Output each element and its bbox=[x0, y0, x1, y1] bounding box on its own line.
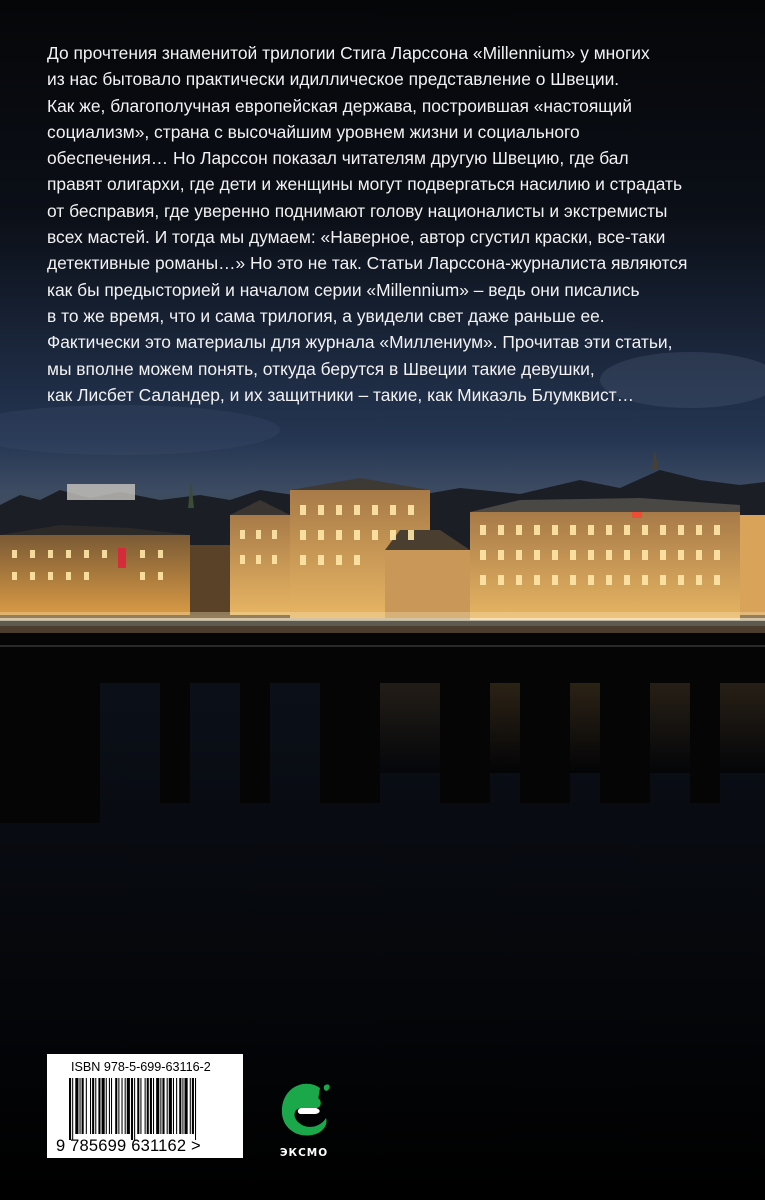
publisher-name: ЭКСМО bbox=[279, 1147, 329, 1159]
annotation-line: от бесправия, где уверенно поднимают голову националисты и экстремисты bbox=[47, 200, 668, 221]
annotation-line: всех мастей. И тогда мы думаем: «Наверное, автор сгустил краски, все-таки bbox=[47, 227, 666, 248]
barcode-bar bbox=[160, 1078, 161, 1134]
barcode-bar bbox=[125, 1078, 126, 1134]
barcode-bar bbox=[122, 1078, 123, 1134]
barcode-bar bbox=[150, 1078, 152, 1134]
barcode-bar bbox=[106, 1078, 107, 1134]
isbn-label: ISBN 978-5-699-63116-2 bbox=[71, 1060, 211, 1074]
barcode-bar bbox=[140, 1078, 141, 1134]
barcode-bar bbox=[137, 1078, 139, 1134]
barcode-bar bbox=[134, 1078, 135, 1140]
barcode-bar bbox=[182, 1078, 183, 1134]
annotation-line: в то же время, что и сама трилогия, а увидели свет даже раньше ее. bbox=[47, 305, 605, 326]
barcode-bar bbox=[72, 1078, 73, 1140]
barcode-bar bbox=[115, 1078, 117, 1134]
barcode-bar bbox=[195, 1078, 196, 1140]
barcode-bar bbox=[169, 1078, 172, 1134]
isbn-barcode-block bbox=[47, 1054, 243, 1158]
barcode-bar bbox=[145, 1078, 146, 1134]
annotation-line: Как же, благополучная европейская держава, построившая «настоящий bbox=[47, 95, 632, 116]
barcode-bar bbox=[127, 1078, 130, 1134]
barcode-bar bbox=[90, 1078, 91, 1134]
barcode-bar bbox=[162, 1078, 164, 1134]
barcode-bar bbox=[80, 1078, 81, 1134]
eksmo-logo-icon bbox=[276, 1078, 334, 1142]
barcode-bar bbox=[109, 1078, 110, 1134]
annotation-line: правят олигархи, где дети и женщины могут подвергаться насилию и страдать bbox=[47, 174, 683, 195]
barcode-bar bbox=[176, 1078, 177, 1134]
barcode-bar bbox=[173, 1078, 174, 1134]
barcode-bar bbox=[153, 1078, 154, 1134]
barcode-bar bbox=[156, 1078, 159, 1134]
barcode-bar bbox=[118, 1078, 119, 1134]
annotation-line: До прочтения знаменитой трилогии Стига Ларссона «Millennium» у многих bbox=[47, 43, 650, 63]
barcode-bar bbox=[179, 1078, 181, 1134]
annotation-line: детективные романы…» Но это не так. Статьи Ларссона-журналиста являются bbox=[47, 253, 688, 274]
annotation-line: социализм», страна с высочайшим уровнем жизни и социального bbox=[47, 121, 580, 142]
barcode-bar bbox=[190, 1078, 191, 1134]
barcode-bar bbox=[131, 1078, 133, 1140]
barcode-bar bbox=[147, 1078, 149, 1134]
barcode-bar bbox=[185, 1078, 188, 1134]
annotation-line: как бы предысторией и началом серии «Millennium» – ведь они писались bbox=[47, 279, 640, 300]
annotation-line: как Лисбет Саландер, и их защитники – такие, как Микаэль Блумквист… bbox=[47, 384, 635, 405]
barcode-bar bbox=[75, 1078, 78, 1134]
barcode-bar bbox=[98, 1078, 100, 1134]
annotation-line: Фактически это материалы для журнала «Миллениум». Прочитав эти статьи, bbox=[47, 332, 673, 353]
annotation-line: обеспечения… Но Ларссон показал читателям другую Швецию, где бал bbox=[47, 148, 629, 169]
barcode-digits: 9 785699 631162 > bbox=[56, 1137, 201, 1155]
barcode-bar bbox=[192, 1078, 194, 1134]
barcode-bar bbox=[69, 1078, 71, 1140]
barcode-bar bbox=[86, 1078, 87, 1134]
barcode-bar bbox=[102, 1078, 105, 1134]
barcode-bar bbox=[95, 1078, 96, 1134]
barcode-bar bbox=[111, 1078, 112, 1134]
barcode-bar bbox=[92, 1078, 94, 1134]
annotation-line: из нас бытовало практически идиллическое представление о Швеции. bbox=[47, 69, 620, 90]
barcode-bar bbox=[167, 1078, 168, 1134]
annotation-line: мы вполне можем понять, откуда берутся в Швеции такие девушки, bbox=[47, 358, 595, 379]
barcode-bar bbox=[82, 1078, 84, 1134]
annotation-text bbox=[47, 40, 747, 408]
